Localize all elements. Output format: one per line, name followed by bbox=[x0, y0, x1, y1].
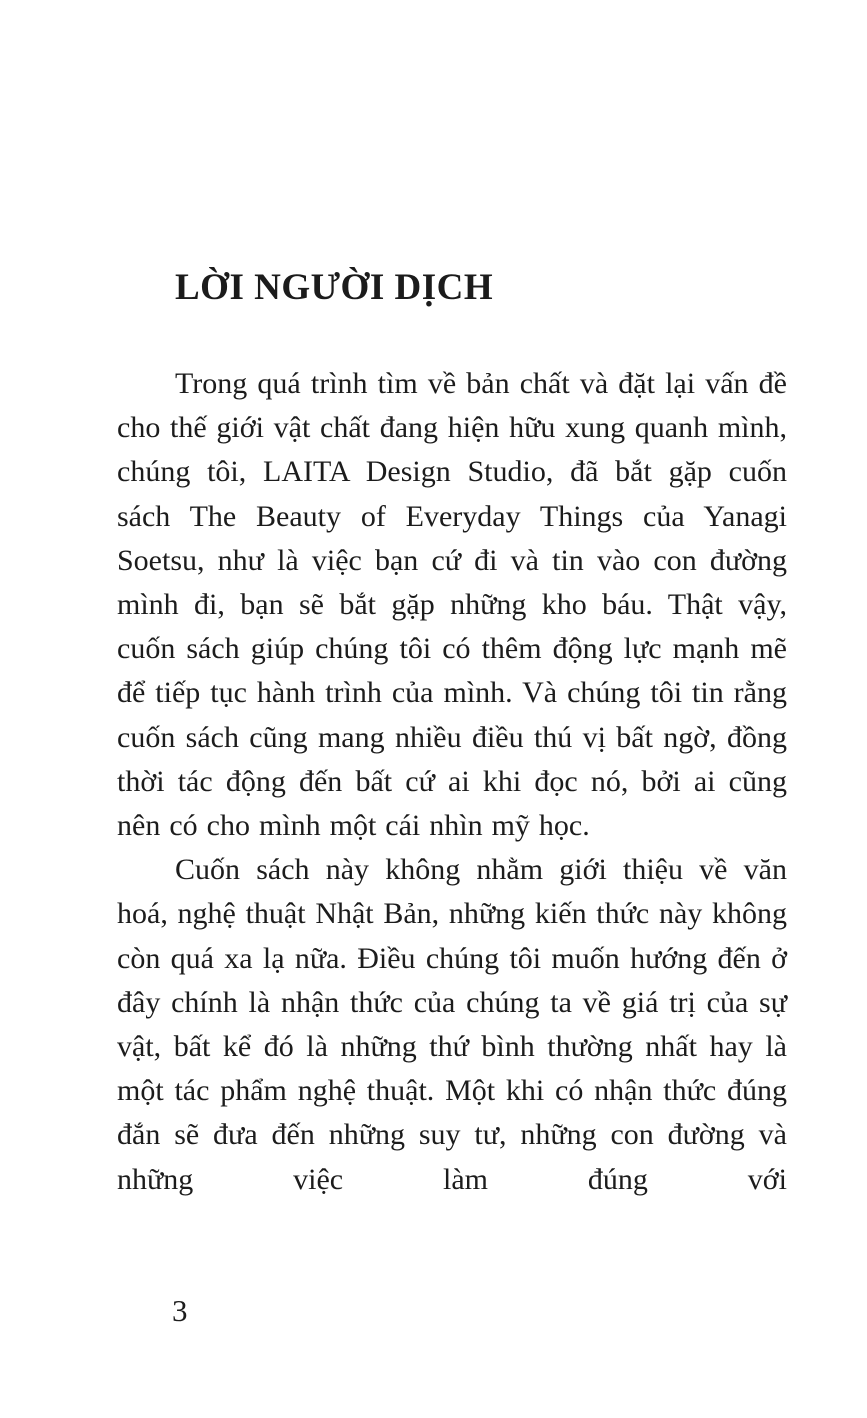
page-number: 3 bbox=[172, 1293, 188, 1328]
body-text bbox=[117, 362, 787, 1202]
paragraph: Cuốn sách này không nhằm giới thiệu về văn hoá, nghệ thuật Nhật Bản, những kiến thức này không còn quá xa lạ nữa. Điều chúng tôi muốn hướng đến ở đây chính là nhận thức của chúng ta về giá trị của sự vật, bất kể đó là những thứ bình thường nhất hay là một tác phẩm nghệ thuật. Một khi có nhận thức đúng đắn sẽ đưa đến những suy tư, những con đường và những việc làm đúng với bbox=[117, 853, 787, 1196]
paragraph: Trong quá trình tìm về bản chất và đặt lại vấn đề cho thế giới vật chất đang hiện hữu xung quanh mình, chúng tôi, LAITA Design Studio, đã bắt gặp cuốn sách The Beauty of Everyday Things của Yanagi Soetsu, như là việc bạn cứ đi và tin vào con đường mình đi, bạn sẽ bắt gặp những kho báu. Thật vậy, cuốn sách giúp chúng tôi có thêm động lực mạnh mẽ để tiếp tục hành trình của mình. Và chúng tôi tin rằng cuốn sách cũng mang nhiều điều thú vị bất ngờ, đồng thời tác động đến bất cứ ai khi đọc nó, bởi ai cũng nên có cho mình một cái nhìn mỹ học. bbox=[117, 367, 787, 843]
section-title: LỜI NGƯỜI DỊCH bbox=[175, 267, 494, 308]
